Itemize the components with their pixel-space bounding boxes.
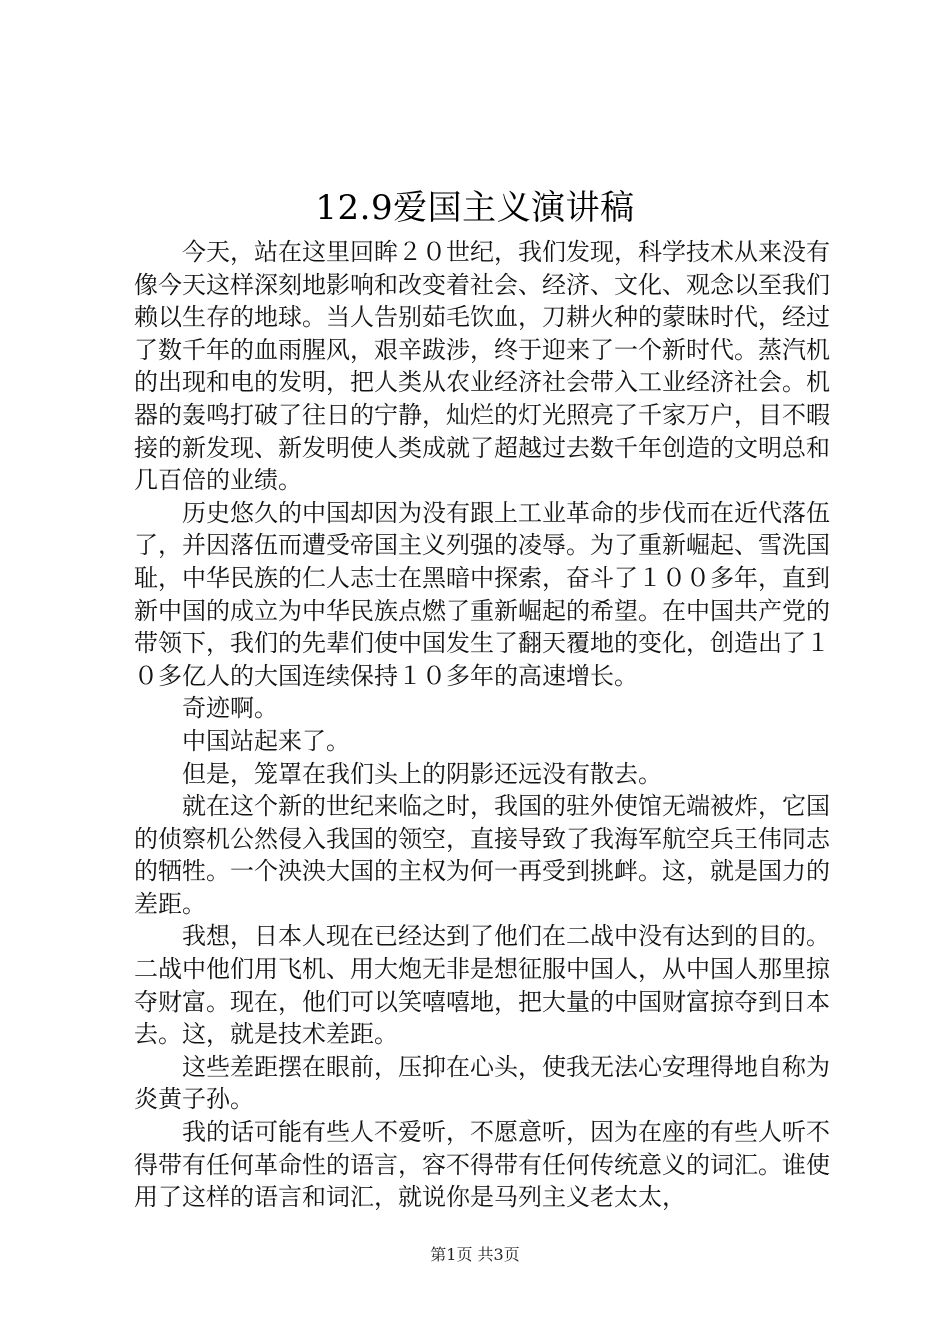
paragraph: 我的话可能有些人不爱听，不愿意听，因为在座的有些人听不得带有任何革命性的语言，容不得带有任何传统意义的词汇。谁使用了这样的语言和词汇，就说你是马列主义老太太， [134, 1118, 830, 1212]
paragraph: 就在这个新的世纪来临之时，我国的驻外使馆无端被炸，它国的侦察机公然侵入我国的领空，直接导致了我海军航空兵王伟同志的牺牲。一个泱泱大国的主权为何一再受到挑衅。这，就是国力的差距。 [134, 792, 830, 918]
paragraph: 奇迹啊。 [182, 694, 278, 723]
document-body [134, 236, 830, 1214]
page-title: 12.9爱国主义演讲稿 [315, 188, 635, 228]
page-number-footer: 第1页 共3页 [430, 1245, 520, 1264]
paragraph: 今天，站在这里回眸２０世纪，我们发现，科学技术从来没有像今天这样深刻地影响和改变着社会、经济、文化、观念以至我们赖以生存的地球。当人告别茹毛饮血，刀耕火种的蒙昧时代，经过了数千年的血雨腥风，艰辛跋涉，终于迎来了一个新时代。蒸汽机的出现和电的发明，把人类从农业经济社会带入工业经济社会。机器的轰鸣打破了往日的宁静，灿烂的灯光照亮了千家万户，目不暇接的新发现、新发明使人类成就了超越过去数千年创造的文明总和几百倍的业绩。 [134, 238, 830, 495]
paragraph: 但是，笼罩在我们头上的阴影还远没有散去。 [182, 759, 662, 788]
paragraph: 这些差距摆在眼前，压抑在心头，使我无法心安理得地自称为炎黄子孙。 [134, 1052, 830, 1114]
paragraph: 中国站起来了。 [182, 726, 350, 755]
paragraph: 我想，日本人现在已经达到了他们在二战中没有达到的目的。二战中他们用飞机、用大炮无非是想征服中国人，从中国人那里掠夺财富。现在，他们可以笑嘻嘻地，把大量的中国财富掠夺到日本去。这，就是技术差距。 [134, 922, 830, 1049]
paragraph: 历史悠久的中国却因为没有跟上工业革命的步伐而在近代落伍了，并因落伍而遭受帝国主义列强的凌辱。为了重新崛起、雪洗国耻，中华民族的仁人志士在黑暗中探索，奋斗了１００多年，直到新中国的成立为中华民族点燃了重新崛起的希望。在中国共产党的带领下，我们的先辈们使中国发生了翻天覆地的变化，创造出了１０多亿人的大国连续保持１０多年的高速增长。 [134, 498, 830, 690]
